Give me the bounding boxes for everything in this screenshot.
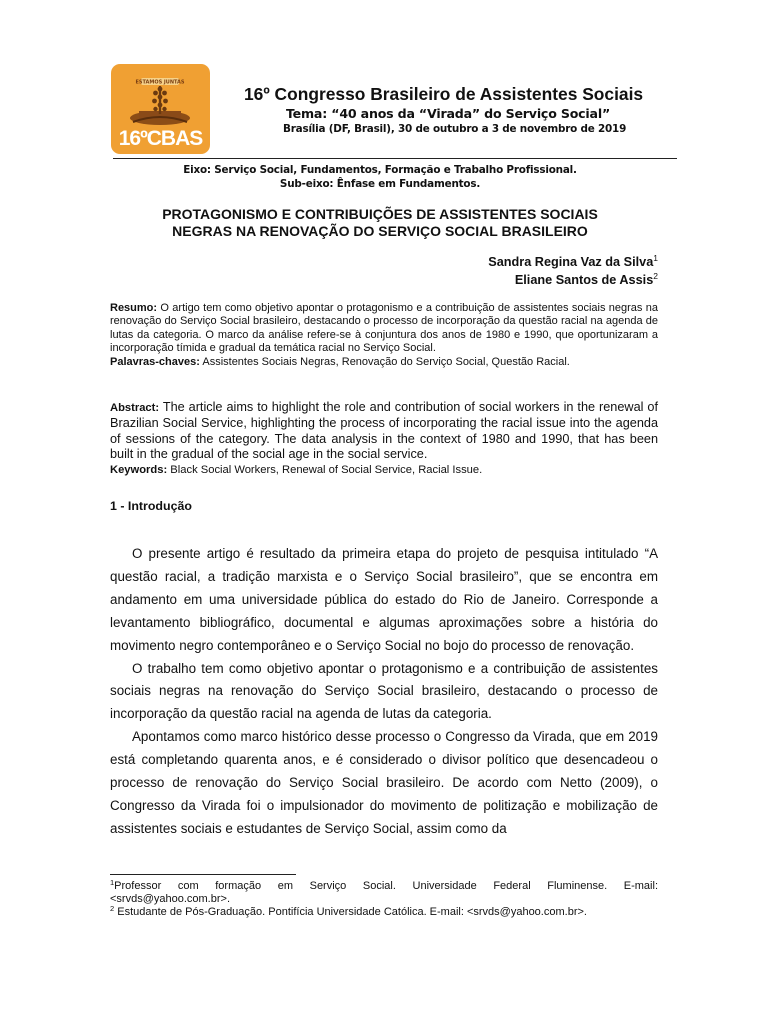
palavras-chaves-label: Palavras-chaves: [110,355,200,368]
abstract-label: Abstract: [110,402,160,414]
footnote-text: Professor com formação em Serviço Social. Universidade Federal Fluminense. E-mail: <srvds@yahoo.com.br>. [110,880,658,905]
conference-title: 16º Congresso Brasileiro de Assistentes Sociais [244,84,644,104]
introduction-body [110,543,658,841]
paper-title-line-2: NEGRAS NA RENOVAÇÃO DO SERVIÇO SOCIAL BRASILEIRO [172,223,588,239]
body-paragraph: O trabalho tem como objetivo apontar o protagonismo e a contribuição de assistentes sociais negras na renovação do Serviço Social brasileiro, destacando o processo de incorporação da questão racial na agenda de lutas da categoria. [110,660,658,722]
resumo-label: Resumo: [110,302,158,314]
resumo-paragraph [110,302,658,356]
sub-eixo-line: Sub-eixo: Ênfase em Fundamentos. [279,178,481,190]
author-1 [488,253,658,271]
paper-title-line-1: PROTAGONISMO E CONTRIBUIÇÕES DE ASSISTENTES SOCIAIS [162,206,598,222]
footnote-mark: 1 [110,878,115,887]
keywords-text: Black Social Workers, Renewal of Social Service, Racial Issue. [167,463,483,476]
body-paragraph: Apontamos como marco histórico desse processo o Congresso da Virada, que em 2019 está completando quarenta anos, e é considerado o divisor político que desencadeou o processo de renovação do Serviço Social brasileiro. De acordo com Netto (2009), o Congresso da Virada foi o impulsionador do movimento de politização e mobilização de assistentes sociais e estudantes de Serviço Social, assim como da [110,729,658,836]
footnotes [110,880,658,919]
paper-title [100,206,660,240]
footnote-mark: 2 [110,904,115,913]
palavras-chaves-paragraph [110,356,658,369]
logo-banner-text: ESTAMOS JUNTAS [135,79,185,86]
author-footnote-mark: 2 [653,271,658,281]
body-paragraph: O presente artigo é resultado da primeira etapa do projeto de pesquisa intitulado “A questão racial, a tradição marxista e o Serviço Social brasileiro”, que se encontra em andamento em uma universidade pública do estado do Rio de Janeiro. Corresponde a levantamento bibliográfico, documental e algumas aproximações sobre a história do movimento negro contemporâneo e o Serviço Social no bojo do processo de renovação. [110,546,658,653]
keywords-label: Keywords: [110,463,168,476]
author-list [488,253,658,289]
palavras-chaves-text: Assistentes Sociais Negras, Renovação do Serviço Social, Questão Racial. [199,355,570,368]
abstract-text: The article aims to highlight the role and contribution of social workers in the renewal of Brazilian Social Service, highlighting the process of incorporating the racial issue into the agenda of sessions of the category. The data analysis in the context of 1980 and 1990, that has been built in the gradual of the social age in the social service. [110,400,658,462]
footnote-divider [110,874,296,875]
author-footnote-mark: 1 [653,253,658,263]
eixo-block [100,163,660,191]
author-name: Sandra Regina Vaz da Silva [488,255,654,269]
cbas-logo [111,64,210,154]
header-divider [113,158,677,159]
conference-place-date: Brasília (DF, Brasil), 30 de outubro a 3 de novembro de 2019 [283,123,627,135]
author-2 [488,271,658,289]
section-heading: 1 - Introdução [110,499,192,513]
abstract-block [110,400,658,478]
conference-theme: Tema: “40 anos da “Virada” do Serviço Social” [285,106,611,121]
resumo-block [110,302,658,369]
footnote-2 [110,906,658,919]
footnote-1 [110,880,658,906]
keywords-paragraph [110,463,658,478]
resumo-text: O artigo tem como objetivo apontar o protagonismo e a contribuição de assistentes sociais negras na renovação do Serviço Social brasileiro, destacando o processo de incorporação da questão racial na agenda de lutas da categoria. O marco da análise refere-se à conjuntura dos anos de 1980 e 1990, que oportunizaram a incorporação tímida e gradual da temática racial no Serviço Social. [110,302,658,355]
author-name: Eliane Santos de Assis [514,273,654,287]
eixo-line: Eixo: Serviço Social, Fundamentos, Formação e Trabalho Profissional. [183,164,577,176]
abstract-paragraph [110,400,658,463]
logo-text: 16ºCBAS [118,127,203,150]
footnote-text: Estudante de Pós-Graduação. Pontifícia Universidade Católica. E-mail: <srvds@yahoo.com.br>. [114,906,587,918]
